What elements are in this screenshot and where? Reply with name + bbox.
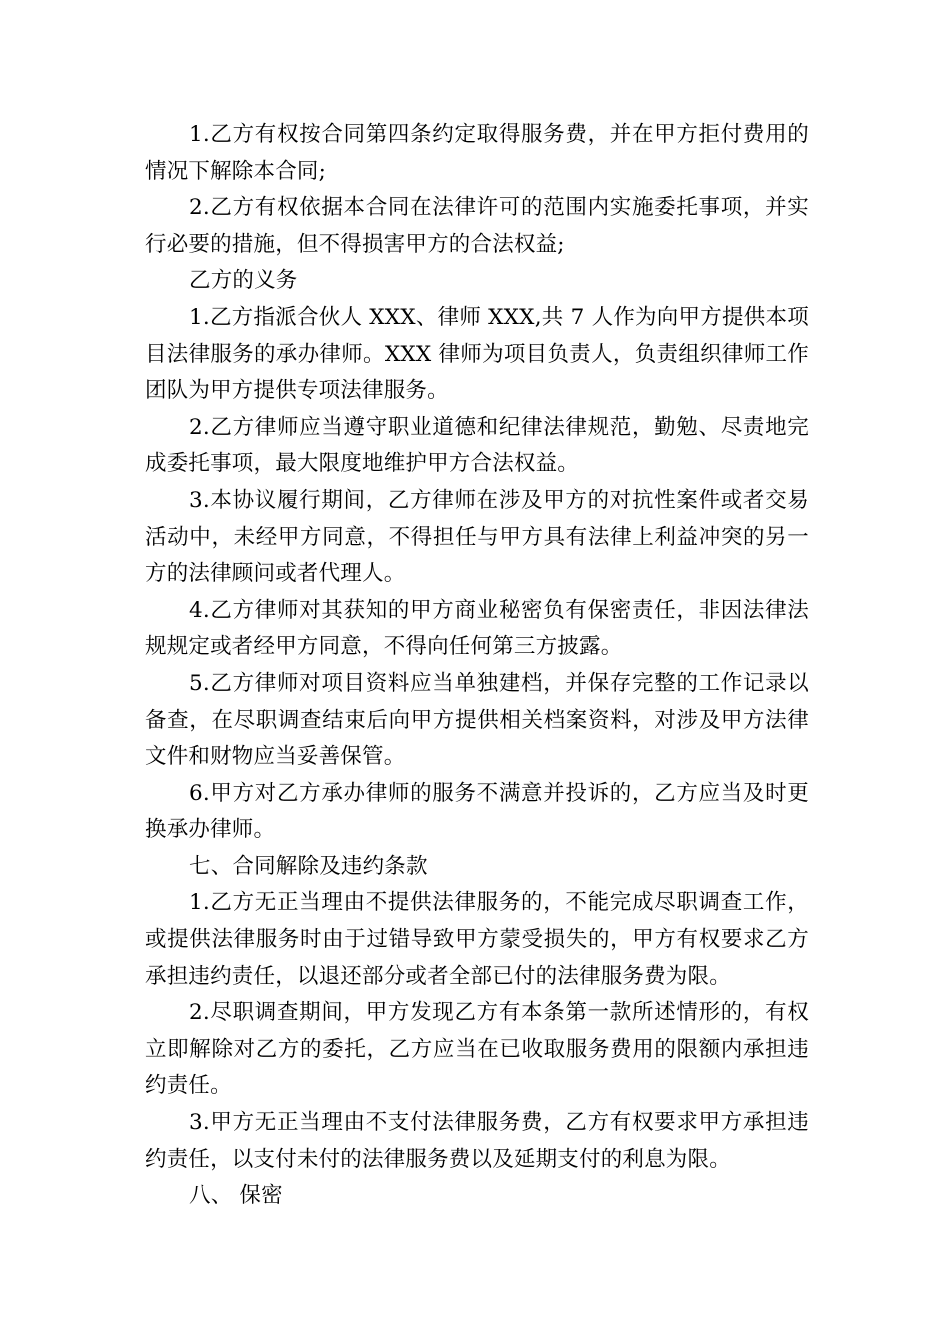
paragraph-right-implement: 2.乙方有权依据本合同在法律许可的范围内实施委托事项，并实行必要的措施，但不得损害甲方的合法权益; bbox=[145, 195, 809, 257]
paragraph-termination-3: 3.甲方无正当理由不支付法律服务费，乙方有权要求甲方承担违约责任，以支付未付的法律服务费以及延期支付的利息为限。 bbox=[145, 1110, 809, 1172]
paragraph-termination-1: 1.乙方无正当理由不提供法律服务的，不能完成尽职调查工作，或提供法律服务时由于过错导致甲方蒙受损失的，甲方有权要求乙方承担违约责任，以退还部分或者全部已付的法律服务费为限。 bbox=[145, 890, 809, 989]
paragraph-right-fee: 1.乙方有权按合同第四条约定取得服务费，并在甲方拒付费用的情况下解除本合同; bbox=[145, 122, 809, 184]
section-heading-obligations: 乙方的义务 bbox=[189, 268, 298, 294]
paragraph-obligation-2: 2.乙方律师应当遵守职业道德和纪律法律规范，勤勉、尽责地完成委托事项，最大限度地维护甲方合法权益。 bbox=[145, 414, 809, 477]
paragraph-obligation-3: 3.本协议履行期间，乙方律师在涉及甲方的对抗性案件或者交易活动中，未经甲方同意，不得担任与甲方具有法律上利益冲突的另一方的法律顾问或者代理人。 bbox=[145, 487, 809, 587]
document-body bbox=[145, 117, 809, 1215]
paragraph-obligation-5: 5.乙方律师对项目资料应当单独建档，并保存完整的工作记录以备查，在尽职调查结束后向甲方提供相关档案资料，对涉及甲方法律文件和财物应当妥善保管。 bbox=[145, 670, 809, 770]
paragraph-obligation-6: 6.甲方对乙方承办律师的服务不满意并投诉的，乙方应当及时更换承办律师。 bbox=[145, 780, 809, 843]
section-heading-termination: 七、合同解除及违约条款 bbox=[189, 853, 428, 879]
paragraph-obligation-4: 4.乙方律师对其获知的甲方商业秘密负有保密责任，非因法律法规规定或者经甲方同意，不得向任何第三方披露。 bbox=[145, 597, 809, 660]
section-heading-confidentiality: 八、 保密 bbox=[189, 1183, 283, 1209]
paragraph-obligation-1: 1.乙方指派合伙人 XXX、律师 XXX,共 7 人作为向甲方提供本项目法律服务的承办律师。XXX 律师为项目负责人，负责组织律师工作团队为甲方提供专项法律服务。 bbox=[145, 304, 809, 404]
paragraph-termination-2: 2.尽职调查期间，甲方发现乙方有本条第一款所述情形的，有权立即解除对乙方的委托，乙方应当在已收取服务费用的限额内承担违约责任。 bbox=[145, 1000, 809, 1099]
